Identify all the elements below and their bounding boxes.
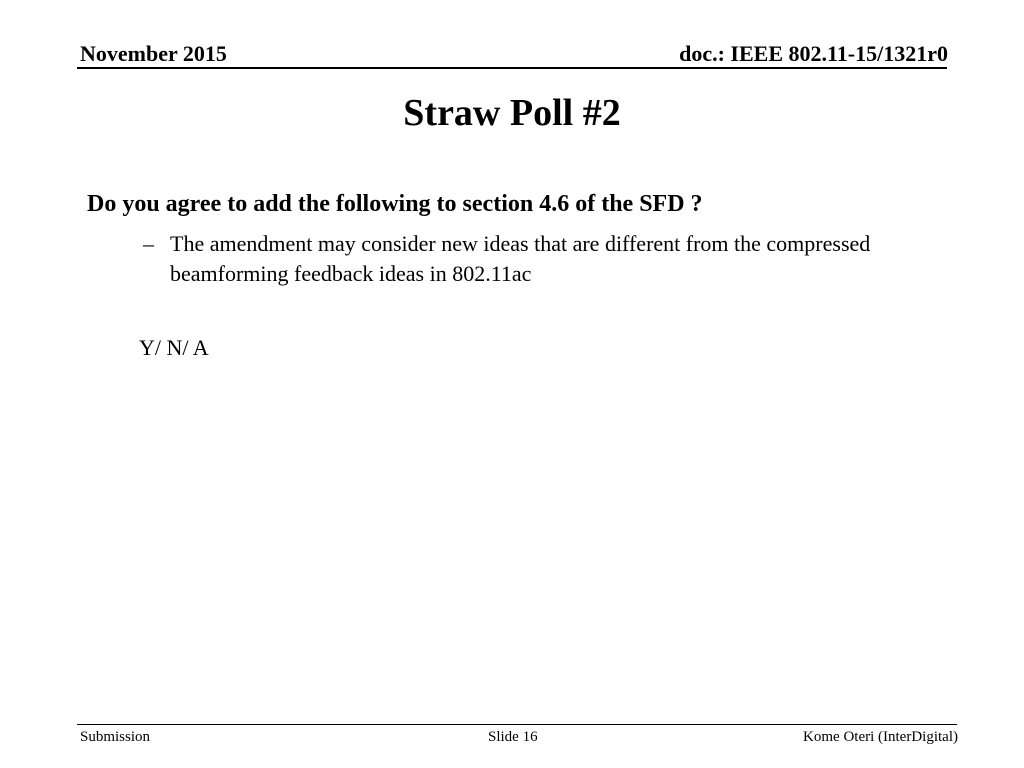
footer-author: Kome Oteri (InterDigital) (803, 729, 958, 745)
slide-title: Straw Poll #2 (403, 92, 621, 134)
answer-options: Y/ N/ A (139, 335, 209, 360)
header-divider (77, 67, 947, 69)
sub-bullet-text: The amendment may consider new ideas that are different from the compressed beamforming feedback ideas in 802.11ac (170, 231, 871, 286)
header-document-id: doc.: IEEE 802.11-15/1321r0 (679, 41, 948, 66)
footer-slide-number: Slide 16 (488, 729, 538, 745)
sub-bullet-dash: – (143, 231, 154, 256)
poll-question: Do you agree to add the following to section 4.6 of the SFD ? (87, 191, 703, 217)
footer-submission: Submission (80, 729, 151, 745)
footer-divider (77, 724, 957, 725)
header-date: November 2015 (80, 41, 227, 66)
